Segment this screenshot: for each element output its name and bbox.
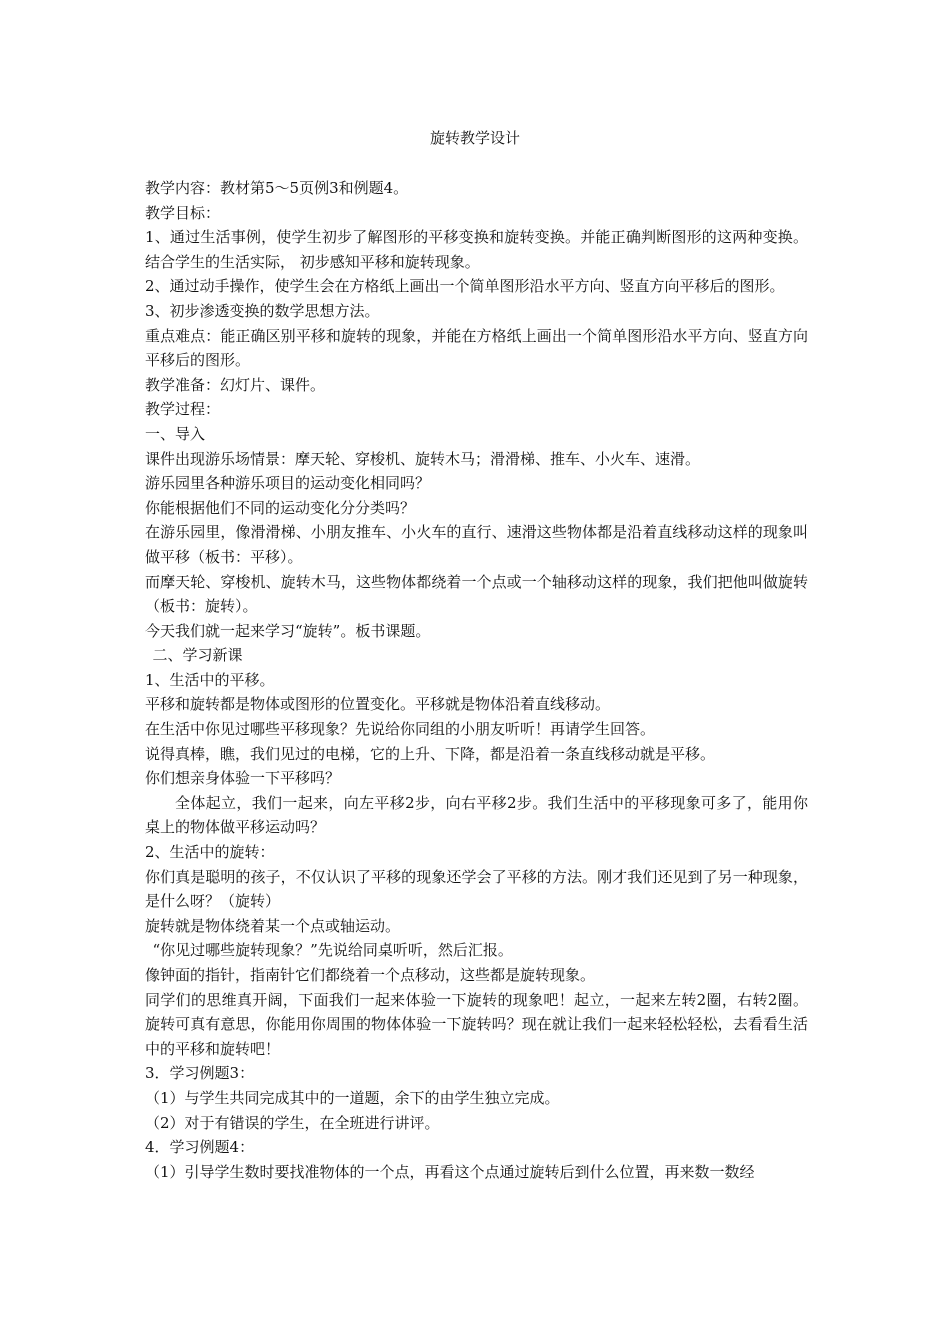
- paragraph-today-topic: 今天我们就一起来学习“旋转”。板书课题。: [145, 621, 431, 640]
- paragraph-example-3-heading: 3．学习例题3：: [145, 1064, 255, 1083]
- paragraph-experience-rotation: 同学们的思维真开阔，下面我们一起来体验一下旋转的现象吧！起立，一起来左转2圈，右转2圈。旋转可真有意思，你能用你周围的物体体验一下旋转吗？现在就让我们一起来轻松轻松，去看看生活中的平移和旋转吧！: [145, 990, 808, 1058]
- paragraph-translation-in-life: 1、生活中的平移。: [145, 670, 275, 689]
- paragraph-seen-translation: 在生活中你见过哪些平移现象？先说给你同组的小朋友听听！再请学生回答。: [145, 720, 656, 739]
- paragraph-rotation-in-life: 2、生活中的旋转：: [145, 843, 275, 862]
- document-title: 旋转教学设计: [429, 129, 520, 147]
- paragraph-teaching-goals-heading: 教学目标：: [145, 203, 221, 222]
- paragraph-seen-rotation: “你见过哪些旋转现象？”先说给同桌听听，然后汇报。: [152, 941, 513, 960]
- paragraph-translation-define: 在游乐园里，像滑滑梯、小朋友推车、小火车的直行、速滑这些物体都是沿着直线移动这样的现象叫做平移（板书：平移）。: [145, 523, 808, 566]
- paragraph-elevator: 说得真棒，瞧，我们见过的电梯，它的上升、下降，都是沿着一条直线移动就是平移。: [145, 744, 716, 763]
- paragraph-goal-2: 2、通过动手操作，使学生会在方格纸上画出一个简单图形沿水平方向、竖直方向平移后的图形。: [145, 277, 785, 296]
- paragraph-example-3-step-1: （1）与学生共同完成其中的一道题，余下的由学生独立完成。: [145, 1088, 560, 1107]
- paragraph-goal-3: 3、初步渗透变换的数学思想方法。: [145, 301, 380, 320]
- paragraph-smart-children: 你们真是聪明的孩子，不仅认识了平移的现象还学会了平移的方法。刚才我们还见到了另一种现象，是什么呀？（旋转）: [145, 867, 808, 911]
- paragraph-example-4-step-1: （1）引导学生数时要找准物体的一个点，再看这个点通过旋转后到什么位置，再来数一数经: [145, 1162, 755, 1181]
- paragraph-key-points: 重点难点：能正确区别平移和旋转的现象，并能在方格纸上画出一个简单图形沿水平方向、竖直方向平移后的图形。: [145, 326, 808, 370]
- paragraph-stand-up-translate: 全体起立，我们一起来，向左平移2步，向右平移2步。我们生活中的平移现象可多了，能用你桌上的物体做平移运动吗？: [145, 793, 808, 837]
- paragraph-section-intro: 一、导入: [145, 424, 206, 443]
- paragraph-rotation-define: 而摩天轮、穿梭机、旋转木马，这些物体都绕着一个点或一个轴移动这样的现象，我们把他叫做旋转（板书：旋转）。: [145, 572, 808, 616]
- paragraph-rotation-meaning: 旋转就是物体绕着某一个点或轴运动。: [145, 916, 401, 935]
- paragraph-position-change: 平移和旋转都是物体或图形的位置变化。平移就是物体沿着直线移动。: [145, 695, 611, 714]
- paragraph-section-new-lesson: 二、学习新课: [152, 646, 243, 665]
- document-body: [145, 176, 808, 1184]
- paragraph-clock-compass: 像钟面的指针，指南针它们都绕着一个点移动，这些都是旋转现象。: [145, 966, 596, 984]
- paragraph-process-heading: 教学过程：: [145, 400, 221, 419]
- paragraph-teaching-content: 教学内容：教材第5～5页例3和例题4。: [145, 179, 409, 197]
- paragraph-goal-1: 1、通过生活事例，使学生初步了解图形的平移变换和旋转变换。并能正确判断图形的这两种变换。结合学生的生活实际， 初步感知平移和旋转现象。: [145, 228, 808, 271]
- paragraph-courseware-scene: 课件出现游乐场情景：摩天轮、穿梭机、旋转木马；滑滑梯、推车、小火车、速滑。: [145, 449, 701, 468]
- paragraph-example-3-step-2: （2）对于有错误的学生，在全班进行讲评。: [145, 1113, 440, 1132]
- paragraph-experience-question: 你们想亲身体验一下平移吗？: [145, 769, 341, 788]
- paragraph-preparation: 教学准备：幻灯片、课件。: [145, 375, 326, 394]
- paragraph-example-4-heading: 4．学习例题4：: [145, 1138, 255, 1157]
- paragraph-question-same: 游乐园里各种游乐项目的运动变化相同吗？: [145, 474, 431, 493]
- paragraph-question-classify: 你能根据他们不同的运动变化分分类吗？: [145, 498, 416, 517]
